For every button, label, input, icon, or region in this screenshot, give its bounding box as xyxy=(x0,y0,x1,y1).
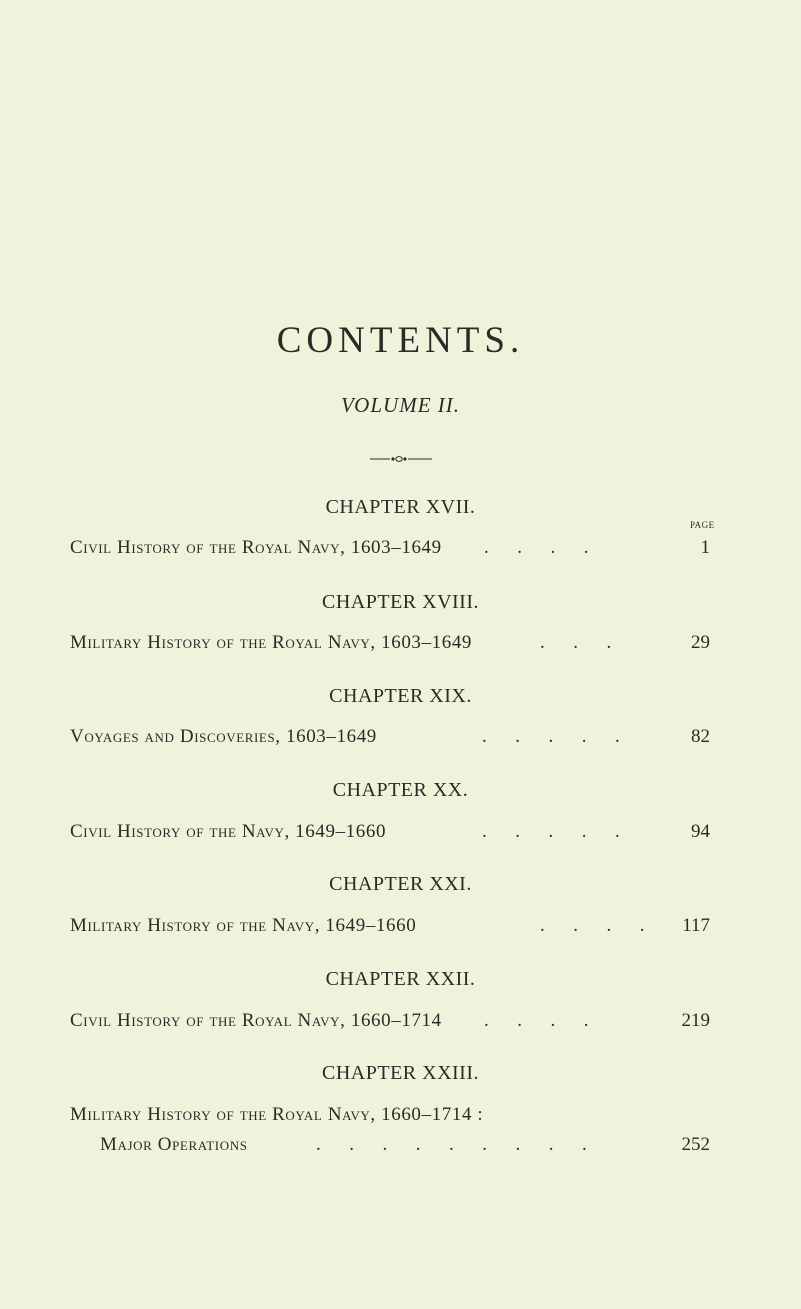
entry-page-number: 252 xyxy=(681,1134,710,1155)
entry-title: Voyages and Discoveries, 1603–1649 xyxy=(70,726,377,747)
chapter-heading: CHAPTER XVII. xyxy=(325,496,476,518)
entry-page-number: 94 xyxy=(691,821,710,842)
chapter-heading: CHAPTER XXI. xyxy=(329,873,472,895)
entry-title: Military History of the Navy, 1649–1660 xyxy=(70,915,417,936)
entry-leader-dots: . . . . xyxy=(484,537,589,558)
entry-leader-dots: . . . . . xyxy=(482,726,620,747)
entry-leader-dots: . . . . . . . . . xyxy=(316,1134,587,1155)
chapter-heading: CHAPTER XX. xyxy=(332,779,469,801)
chapter-heading: CHAPTER XXIII. xyxy=(322,1062,479,1084)
chapter-heading: CHAPTER XVIII. xyxy=(322,591,479,613)
volume-label: VOLUME II. xyxy=(340,393,461,417)
entry-subtitle: Major Operations xyxy=(100,1134,248,1155)
page-column-label: PAGE xyxy=(690,520,715,530)
entry-title: Civil History of the Royal Navy, 1603–1649 xyxy=(70,537,442,558)
entry-leader-dots: . . . xyxy=(540,632,612,653)
entry-leader-dots: . . . . xyxy=(484,1010,589,1031)
chapter-heading: CHAPTER XXII. xyxy=(325,968,476,990)
entry-title: Military History of the Royal Navy, 1660–1714 : xyxy=(70,1104,484,1125)
entry-page-number: 29 xyxy=(691,632,710,653)
entry-page-number: 1 xyxy=(700,537,710,558)
entry-page-number: 82 xyxy=(691,726,710,747)
entry-page-number: 117 xyxy=(682,915,710,936)
entry-title: Civil History of the Navy, 1649–1660 xyxy=(70,821,387,842)
entry-title: Military History of the Royal Navy, 1603–1649 xyxy=(70,632,473,653)
page-title: CONTENTS. xyxy=(276,320,525,361)
entry-title: Civil History of the Royal Navy, 1660–1714 xyxy=(70,1010,442,1031)
entry-page-number: 219 xyxy=(681,1010,710,1031)
entry-leader-dots: . . . . . xyxy=(482,821,620,842)
chapter-heading: CHAPTER XIX. xyxy=(329,685,472,707)
ornament-divider xyxy=(370,455,432,463)
entry-leader-dots: . . . . xyxy=(540,915,645,936)
